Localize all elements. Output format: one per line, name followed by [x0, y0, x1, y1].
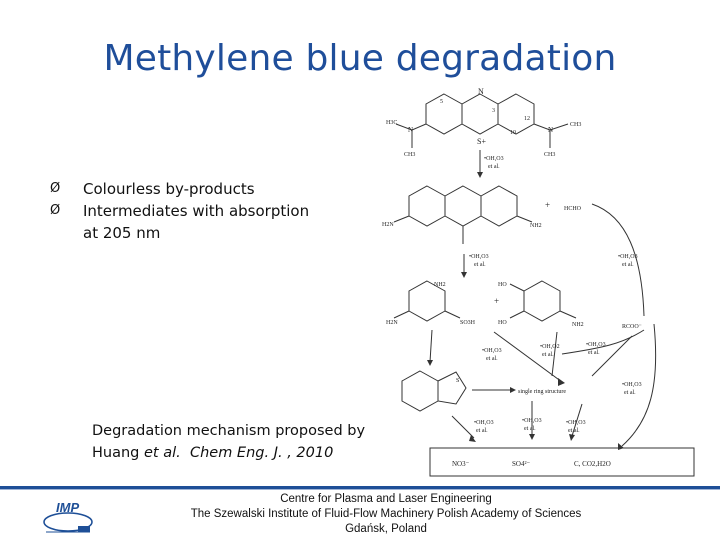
- plus-sign: +: [494, 296, 500, 306]
- oxidant-label: •OH,O3: [622, 382, 642, 388]
- bullet-item: [50, 178, 310, 200]
- etal-label: et al.: [486, 356, 498, 362]
- n-label: N: [548, 126, 554, 134]
- oxidant-label: •OH,O3: [566, 420, 586, 426]
- etal-label: et al.: [622, 262, 634, 268]
- nitrate-label: NO3⁻: [452, 460, 470, 468]
- oxidant-label: •OH,O3: [482, 348, 502, 354]
- caption-text: Huang: [92, 445, 144, 461]
- atom-number: 5: [440, 99, 443, 105]
- footer: [0, 492, 720, 537]
- ch3-label: CH3: [404, 152, 416, 158]
- caption-text: [181, 445, 190, 461]
- atom-number: 3: [492, 108, 495, 114]
- atom-number: 12: [524, 116, 530, 122]
- oxidant-label: •OH,O3: [586, 342, 606, 348]
- etal-label: et al.: [488, 164, 500, 170]
- atom-number: 10: [510, 130, 516, 136]
- single-ring-label: single ring structure: [518, 389, 566, 395]
- footer-line: Gdańsk, Poland: [345, 523, 427, 535]
- caption-italic: Chem Eng. J. , 2010: [189, 445, 334, 461]
- etal-label: et al.: [542, 352, 554, 358]
- footer-divider-thin: [0, 489, 720, 490]
- hcho-label: HCHO: [564, 206, 582, 212]
- caption-line: Degradation mechanism proposed by: [92, 423, 366, 439]
- arrow-bullet-icon: Ø: [50, 203, 61, 218]
- etal-label: et al.: [476, 428, 488, 434]
- etal-label: et al.: [588, 350, 600, 356]
- degradation-scheme: [382, 86, 702, 482]
- ho-label: HO: [498, 320, 507, 326]
- figure-caption: [92, 420, 392, 464]
- bullet-item: [50, 200, 310, 244]
- nh2-label: NH2: [572, 322, 584, 328]
- sulfate-label: SO4²⁻: [512, 460, 531, 468]
- plus-sign: +: [545, 200, 551, 210]
- logo-text: IMP: [56, 500, 80, 515]
- oxidant-label: •OH,O3: [484, 156, 504, 162]
- caption-italic: et al.: [143, 445, 181, 461]
- rcoo-label: RCOO⁻: [622, 324, 642, 330]
- oxidant-label: •OH,O3: [474, 420, 494, 426]
- n-label: N: [478, 87, 484, 96]
- so3h-label: SO3H: [460, 320, 476, 326]
- caption-line: [92, 442, 392, 464]
- ho-label: HO: [498, 282, 507, 288]
- ch3-label: CH3: [570, 122, 582, 128]
- oxidant-label: •OH,O3: [618, 254, 638, 260]
- etal-label: et al.: [624, 390, 636, 396]
- bullet-text: Colourless by-products: [83, 180, 255, 198]
- footer-line: Centre for Plasma and Laser Engineering: [280, 493, 492, 505]
- footer-line: The Szewalski Institute of Fluid-Flow Machinery Polish Academy of Sciences: [190, 508, 582, 520]
- products-label: C, CO2,H2O: [574, 460, 611, 468]
- oxidant-label: •OH,O3: [469, 254, 489, 260]
- etal-label: et al.: [568, 428, 580, 434]
- bullet-text: Intermediates with absorption at 205 nm: [83, 202, 310, 242]
- oxidant-label: •OH,O3: [522, 418, 542, 424]
- s-label: S: [456, 378, 460, 384]
- h2n-label: H2N: [386, 320, 398, 326]
- nh2-label: NH2: [530, 223, 542, 229]
- nh2-label: NH2: [434, 282, 446, 288]
- etal-label: et al.: [524, 426, 536, 432]
- h2n-label: H2N: [382, 222, 394, 228]
- etal-label: et al.: [474, 262, 486, 268]
- arrow-bullet-icon: Ø: [50, 181, 61, 196]
- n-label: N: [408, 126, 414, 134]
- oxidant-label: •OH,O2: [540, 344, 560, 350]
- bullet-list: [50, 178, 310, 244]
- slide-title: Methylene blue degradation: [103, 38, 617, 79]
- s-label: S+: [477, 137, 486, 146]
- h3c-label: H3C: [386, 120, 398, 126]
- ch3-label: CH3: [544, 152, 556, 158]
